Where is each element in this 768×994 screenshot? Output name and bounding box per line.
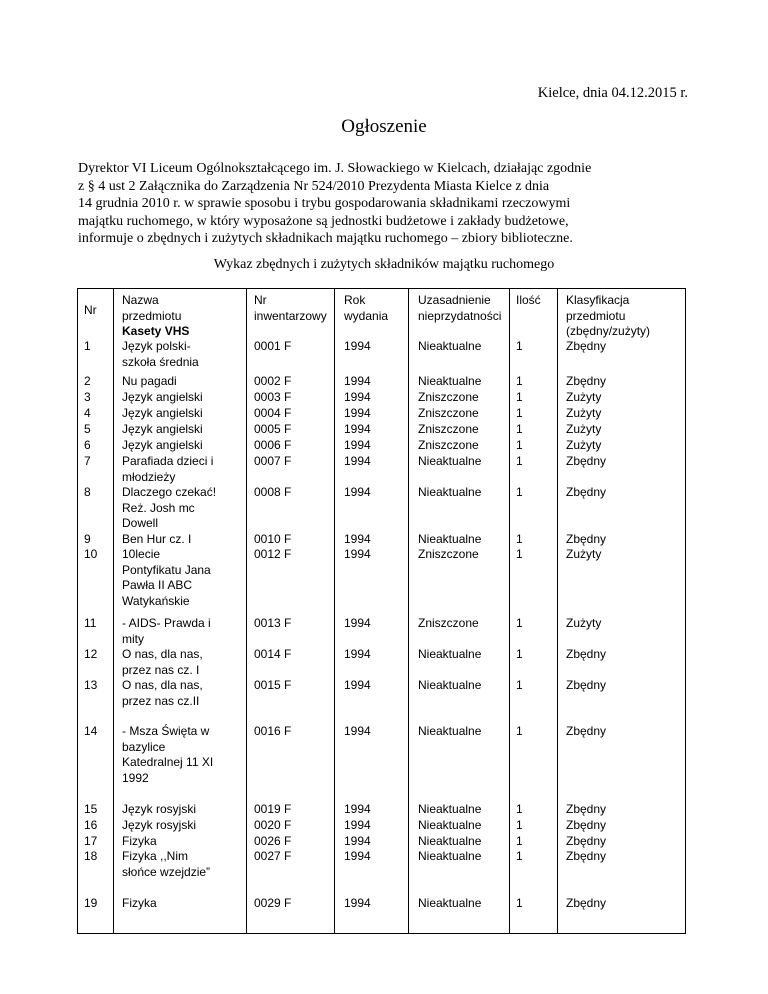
cell-nr: 2 xyxy=(84,374,91,388)
header-nazwa: Nazwa przedmiotu xyxy=(122,293,182,323)
cell-ilosc: 1 xyxy=(516,438,523,452)
cell-nazwa: Język angielski xyxy=(122,390,203,404)
cell-ilosc: 1 xyxy=(516,647,523,661)
cell-rok: 1994 xyxy=(344,532,371,546)
cell-rok: 1994 xyxy=(344,390,371,404)
cell-klas: Zużyty xyxy=(566,616,602,630)
cell-nazwa: Nu pagadi xyxy=(122,374,177,388)
cell-rok: 1994 xyxy=(344,849,371,863)
cell-ilosc: 1 xyxy=(516,678,523,692)
cell-uzas: Nieaktualne xyxy=(418,896,482,910)
header-uzasadnienie: Uzasadnienie nieprzydatności xyxy=(418,293,502,323)
cell-nr: 8 xyxy=(84,485,91,499)
cell-klas: Zbędny xyxy=(566,724,607,738)
cell-ilosc: 1 xyxy=(516,406,523,420)
cell-inw: 0007 F xyxy=(254,454,292,468)
cell-nazwa: Język polski- szkoła średnia xyxy=(122,339,199,369)
cell-klas: Zbędny xyxy=(566,802,607,816)
cell-rok: 1994 xyxy=(344,616,371,630)
cell-nr: 15 xyxy=(84,802,98,816)
cell-rok: 1994 xyxy=(344,818,371,832)
cell-nazwa: O nas, dla nas, przez nas cz. I xyxy=(122,647,203,677)
cell-nr: 7 xyxy=(84,454,91,468)
cell-inw: 0010 F xyxy=(254,532,292,546)
cell-rok: 1994 xyxy=(344,547,371,561)
cell-nr: 3 xyxy=(84,390,91,404)
cell-klas: Zbędny xyxy=(566,454,607,468)
cell-klas: Zużyty xyxy=(566,422,602,436)
cell-uzas: Nieaktualne xyxy=(418,647,482,661)
cell-ilosc: 1 xyxy=(516,818,523,832)
cell-klas: Zużyty xyxy=(566,547,602,561)
cell-uzas: Nieaktualne xyxy=(418,678,482,692)
cell-rok: 1994 xyxy=(344,834,371,848)
cell-nr: 6 xyxy=(84,438,91,452)
header-inwentarz: Nr inwentarzowy xyxy=(254,293,327,323)
cell-klas: Zbędny xyxy=(566,339,607,353)
cell-nazwa: Fizyka xyxy=(122,896,157,910)
cell-rok: 1994 xyxy=(344,406,371,420)
cell-ilosc: 1 xyxy=(516,547,523,561)
cell-inw: 0027 F xyxy=(254,849,292,863)
cell-ilosc: 1 xyxy=(516,390,523,404)
column-divider xyxy=(113,289,114,933)
cell-inw: 0008 F xyxy=(254,485,292,499)
cell-nazwa: Fizyka ,,Nim słońce wzejdzie” xyxy=(122,849,211,879)
cell-inw: 0016 F xyxy=(254,724,292,738)
cell-nr: 14 xyxy=(84,724,98,738)
cell-inw: 0029 F xyxy=(254,896,292,910)
header-nr: Nr xyxy=(84,303,97,317)
cell-inw: 0014 F xyxy=(254,647,292,661)
column-divider xyxy=(509,289,510,933)
cell-klas: Zbędny xyxy=(566,849,607,863)
cell-nr: 12 xyxy=(84,647,98,661)
cell-uzas: Zniszczone xyxy=(418,616,479,630)
cell-ilosc: 1 xyxy=(516,724,523,738)
cell-nazwa: Dlaczego czekać! Reż. Josh mc Dowell xyxy=(122,485,217,531)
cell-uzas: Nieaktualne xyxy=(418,374,482,388)
cell-ilosc: 1 xyxy=(516,422,523,436)
cell-nr: 18 xyxy=(84,849,98,863)
cell-nr: 16 xyxy=(84,818,98,832)
cell-ilosc: 1 xyxy=(516,616,523,630)
header-rok: Rok wydania xyxy=(344,293,389,323)
inventory-table xyxy=(77,288,686,934)
cell-inw: 0026 F xyxy=(254,834,292,848)
cell-nazwa: - AIDS- Prawda i mity xyxy=(122,616,211,646)
cell-nr: 17 xyxy=(84,834,98,848)
cell-nazwa: - Msza Święta w bazylice Katedralnej 11 XI 1992 xyxy=(122,724,214,785)
table-title: Wykaz zbędnych i zużytych składników majątku ruchomego xyxy=(213,257,555,272)
cell-klas: Zbędny xyxy=(566,485,607,499)
cell-ilosc: 1 xyxy=(516,532,523,546)
intro-line: Dyrektor VI Liceum Ogólnokształcącego im. J. Słowackiego w Kielcach, działając zgodnie xyxy=(78,161,592,176)
cell-nr: 9 xyxy=(84,532,91,546)
cell-ilosc: 1 xyxy=(516,339,523,353)
cell-rok: 1994 xyxy=(344,724,371,738)
cell-rok: 1994 xyxy=(344,647,371,661)
cell-nazwa: Język rosyjski xyxy=(122,802,197,816)
cell-nr: 10 xyxy=(84,547,98,561)
cell-inw: 0004 F xyxy=(254,406,292,420)
cell-nr: 1 xyxy=(84,339,91,353)
cell-klas: Zbędny xyxy=(566,374,607,388)
cell-nazwa: Fizyka xyxy=(122,834,157,848)
cell-uzas: Nieaktualne xyxy=(418,485,482,499)
cell-uzas: Nieaktualne xyxy=(418,818,482,832)
header-klasyfikacja: Klasyfikacja przedmiotu (zbędny/zużyty) xyxy=(566,293,651,339)
cell-rok: 1994 xyxy=(344,896,371,910)
cell-klas: Zbędny xyxy=(566,818,607,832)
cell-nazwa: O nas, dla nas, przez nas cz.II xyxy=(122,678,203,708)
cell-uzas: Zniszczone xyxy=(418,422,479,436)
cell-nazwa: Język angielski xyxy=(122,406,203,420)
cell-rok: 1994 xyxy=(344,802,371,816)
column-divider xyxy=(408,289,409,933)
column-divider xyxy=(246,289,247,933)
cell-inw: 0005 F xyxy=(254,422,292,436)
cell-ilosc: 1 xyxy=(516,802,523,816)
cell-rok: 1994 xyxy=(344,454,371,468)
cell-ilosc: 1 xyxy=(516,374,523,388)
cell-nr: 13 xyxy=(84,678,98,692)
cell-nr: 5 xyxy=(84,422,91,436)
document-date: Kielce, dnia 04.12.2015 r. xyxy=(537,85,688,101)
cell-uzas: Nieaktualne xyxy=(418,454,482,468)
cell-uzas: Nieaktualne xyxy=(418,724,482,738)
cell-inw: 0012 F xyxy=(254,547,292,561)
cell-inw: 0002 F xyxy=(254,374,292,388)
cell-uzas: Zniszczone xyxy=(418,390,479,404)
cell-klas: Zbędny xyxy=(566,532,607,546)
cell-rok: 1994 xyxy=(344,678,371,692)
cell-klas: Zbędny xyxy=(566,896,607,910)
cell-uzas: Nieaktualne xyxy=(418,532,482,546)
column-divider xyxy=(557,289,558,933)
cell-uzas: Nieaktualne xyxy=(418,339,482,353)
cell-klas: Zużyty xyxy=(566,406,602,420)
cell-uzas: Nieaktualne xyxy=(418,802,482,816)
cell-nazwa: Parafiada dzieci i młodzieży xyxy=(122,454,214,484)
document-title: Ogłoszenie xyxy=(341,116,427,137)
cell-inw: 0019 F xyxy=(254,802,292,816)
cell-inw: 0015 F xyxy=(254,678,292,692)
cell-klas: Zbędny xyxy=(566,678,607,692)
cell-uzas: Zniszczone xyxy=(418,547,479,561)
cell-klas: Zużyty xyxy=(566,438,602,452)
cell-rok: 1994 xyxy=(344,422,371,436)
cell-nr: 11 xyxy=(84,616,97,630)
cell-inw: 0020 F xyxy=(254,818,292,832)
cell-ilosc: 1 xyxy=(516,485,523,499)
cell-uzas: Nieaktualne xyxy=(418,849,482,863)
cell-ilosc: 1 xyxy=(516,849,523,863)
cell-ilosc: 1 xyxy=(516,896,523,910)
header-ilosc: Ilość xyxy=(516,293,541,307)
column-divider xyxy=(334,289,335,933)
cell-uzas: Zniszczone xyxy=(418,438,479,452)
cell-inw: 0001 F xyxy=(254,339,292,353)
cell-nazwa: Język angielski xyxy=(122,438,203,452)
cell-uzas: Zniszczone xyxy=(418,406,479,420)
cell-nazwa: Ben Hur cz. I xyxy=(122,532,192,546)
cell-rok: 1994 xyxy=(344,339,371,353)
cell-nr: 4 xyxy=(84,406,91,420)
intro-line: majątku ruchomego, w który wyposażone są jednostki budżetowe i zakłady budżetowe, xyxy=(78,213,569,229)
header-category: Kasety VHS xyxy=(122,324,190,338)
cell-nazwa: 10lecie Pontyfikatu Jana Pawła II ABC Watykańskie xyxy=(122,547,211,608)
intro-paragraph xyxy=(78,160,698,248)
cell-ilosc: 1 xyxy=(516,834,523,848)
cell-rok: 1994 xyxy=(344,438,371,452)
cell-klas: Zużyty xyxy=(566,390,602,404)
cell-rok: 1994 xyxy=(344,374,371,388)
cell-ilosc: 1 xyxy=(516,454,523,468)
cell-klas: Zbędny xyxy=(566,647,607,661)
cell-inw: 0013 F xyxy=(254,616,292,630)
cell-inw: 0006 F xyxy=(254,438,292,452)
intro-line: z § 4 ust 2 Załącznika do Zarządzenia Nr 524/2010 Prezydenta Miasta Kielce z dnia xyxy=(78,178,550,194)
cell-inw: 0003 F xyxy=(254,390,292,404)
cell-rok: 1994 xyxy=(344,485,371,499)
cell-nr: 19 xyxy=(84,896,98,910)
cell-nazwa: Język rosyjski xyxy=(122,818,197,832)
cell-uzas: Nieaktualne xyxy=(418,834,482,848)
intro-line: informuje o zbędnych i zużytych składnikach majątku ruchomego – zbiory biblioteczne. xyxy=(78,231,573,247)
intro-line: 14 grudnia 2010 r. w sprawie sposobu i trybu gospodarowania składnikami rzeczowymi xyxy=(78,196,571,212)
cell-klas: Zbędny xyxy=(566,834,607,848)
cell-nazwa: Język angielski xyxy=(122,422,203,436)
